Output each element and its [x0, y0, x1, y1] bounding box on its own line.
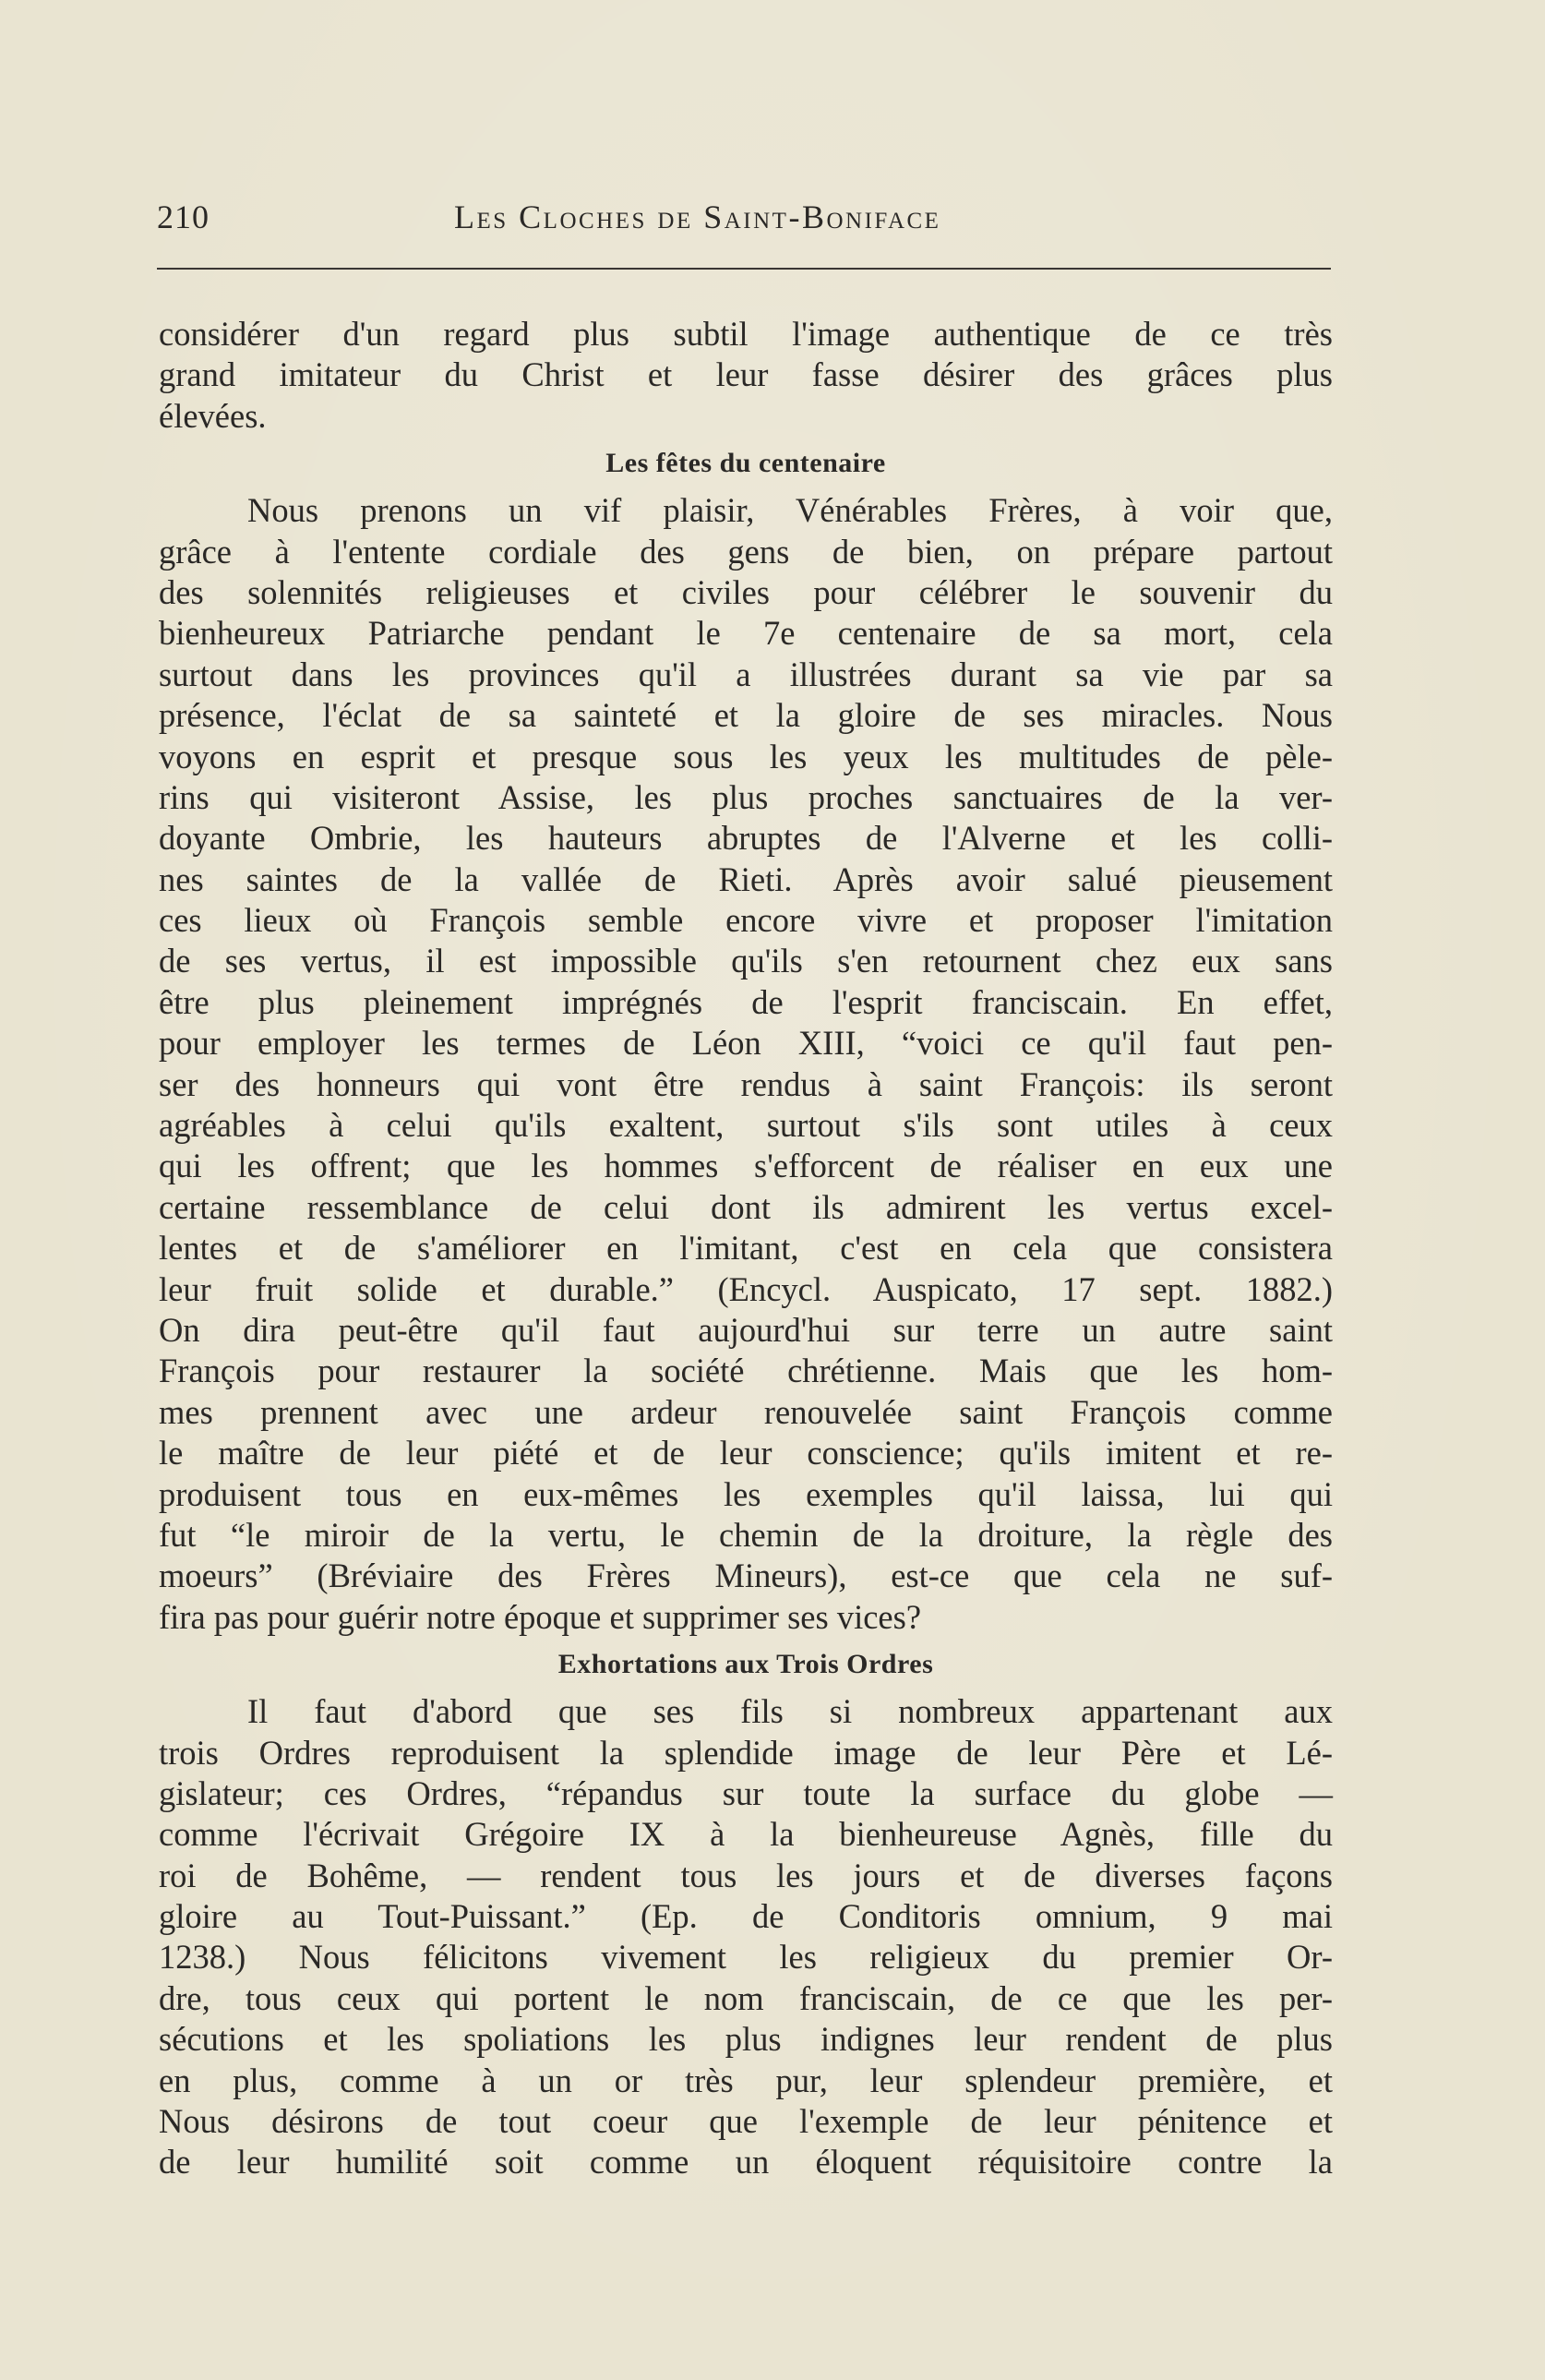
text-line: 1238.) Nous félicitons vivement les religieux du premier Or- [159, 1938, 1333, 1977]
text-line: doyante Ombrie, les hauteurs abruptes de l'Alverne et les colli- [159, 819, 1333, 858]
text-line: des solennités religieuses et civiles pour célébrer le souvenir du [159, 572, 1333, 611]
text-line: ces lieux où François semble encore vivre et proposer l'imitation [159, 901, 1333, 940]
text-line: de ses vertus, il est impossible qu'ils s'en retournent chez eux sans [159, 942, 1333, 980]
text-line: pour employer les termes de Léon XIII, “voici ce qu'il faut pen- [159, 1024, 1333, 1063]
text-line: fira pas pour guérir notre époque et supprimer ses vices? [159, 1597, 922, 1636]
text-line: surtout dans les provinces qu'il a illustrées durant sa vie par sa [159, 655, 1333, 693]
text-line: rins qui visiteront Assise, les plus proches sanctuaires de la ver- [159, 777, 1333, 816]
text-line: Nous désirons de tout coeur que l'exemple de leur pénitence et [159, 2102, 1333, 2141]
text-line: produisent tous en eux-mêmes les exemples qu'il laissa, lui qui [159, 1474, 1333, 1513]
text-line: comme l'écrivait Grégoire IX à la bienheureuse Agnès, fille du [159, 1815, 1333, 1854]
text-line: certaine ressemblance de celui dont ils admirent les vertus excel- [159, 1187, 1333, 1226]
text-line: On dira peut-être qu'il faut aujourd'hui sur terre un autre saint [159, 1310, 1333, 1349]
page-body [159, 314, 1333, 2183]
text-line: François pour restaurer la société chrétienne. Mais que les hom- [159, 1352, 1333, 1390]
text-line: de leur humilité soit comme un éloquent réquisitoire contre la [159, 2143, 1333, 2182]
text-line: gislateur; ces Ordres, “répandus sur toute la surface du globe — [159, 1773, 1333, 1812]
text-line: sécutions et les spoliations les plus indignes leur rendent de plus [159, 2020, 1333, 2059]
page-header [157, 198, 1331, 249]
text-line: le maître de leur piété et de leur conscience; qu'ils imitent et re- [159, 1434, 1333, 1472]
text-line: Il faut d'abord que ses fils si nombreux appartenant aux [247, 1692, 1333, 1731]
text-line: lentes et de s'améliorer en l'imitant, c'est en cela que consistera [159, 1229, 1333, 1268]
section-heading: Les fêtes du centenaire [605, 448, 886, 479]
section-heading: Exhortations aux Trois Ordres [557, 1649, 934, 1680]
text-line: dre, tous ceux qui portent le nom franciscain, de ce que les per- [159, 1978, 1333, 2017]
text-line: gloire au Tout-Puissant.” (Ep. de Conditoris omnium, 9 mai [159, 1897, 1333, 1936]
text-line: en plus, comme à un or très pur, leur splendeur première, et [159, 2061, 1333, 2099]
text-line: ser des honneurs qui vont être rendus à saint François: ils seront [159, 1064, 1333, 1103]
text-line: agréables à celui qu'ils exaltent, surtout s'ils sont utiles à ceux [159, 1106, 1333, 1145]
paragraph-continuation [159, 314, 1333, 437]
page-number: 210 [157, 198, 210, 235]
text-line: qui les offrent; que les hommes s'efforcent de réaliser en eux une [159, 1147, 1333, 1185]
section-paragraph [159, 490, 1333, 1638]
text-line: considérer d'un regard plus subtil l'image authentique de ce très [159, 315, 1333, 353]
text-line: leur fruit solide et durable.” (Encycl. Auspicato, 17 sept. 1882.) [159, 1269, 1333, 1308]
text-line: moeurs” (Bréviaire des Frères Mineurs), est-ce que cela ne suf- [159, 1557, 1333, 1595]
text-line: élevées. [159, 396, 267, 435]
text-line: être plus pleinement imprégnés de l'esprit franciscain. En effet, [159, 982, 1333, 1021]
text-line: grâce à l'entente cordiale des gens de bien, on prépare partout [159, 532, 1333, 571]
text-line: trois Ordres reproduisent la splendide image de leur Père et Lé- [159, 1733, 1333, 1772]
text-line: grand imitateur du Christ et leur fasse désirer des grâces plus [159, 355, 1333, 394]
text-line: bienheureux Patriarche pendant le 7e centenaire de sa mort, cela [159, 614, 1333, 653]
text-line: voyons en esprit et presque sous les yeux les multitudes de pèle- [159, 737, 1333, 775]
section-paragraph [159, 1691, 1333, 2183]
text-line: nes saintes de la vallée de Rieti. Après avoir salué pieusement [159, 859, 1333, 898]
header-rule [157, 268, 1331, 270]
running-title: Les Cloches de Saint-Boniface [454, 198, 941, 235]
text-line: roi de Bohême, — rendent tous les jours et de diverses façons [159, 1856, 1333, 1894]
text-line: présence, l'éclat de sa sainteté et la gloire de ses miracles. Nous [159, 696, 1333, 735]
text-line: mes prennent avec une ardeur renouvelée saint François comme [159, 1392, 1333, 1431]
text-line: fut “le miroir de la vertu, le chemin de la droiture, la règle des [159, 1515, 1333, 1554]
text-line: Nous prenons un vif plaisir, Vénérables Frères, à voir que, [247, 491, 1333, 530]
